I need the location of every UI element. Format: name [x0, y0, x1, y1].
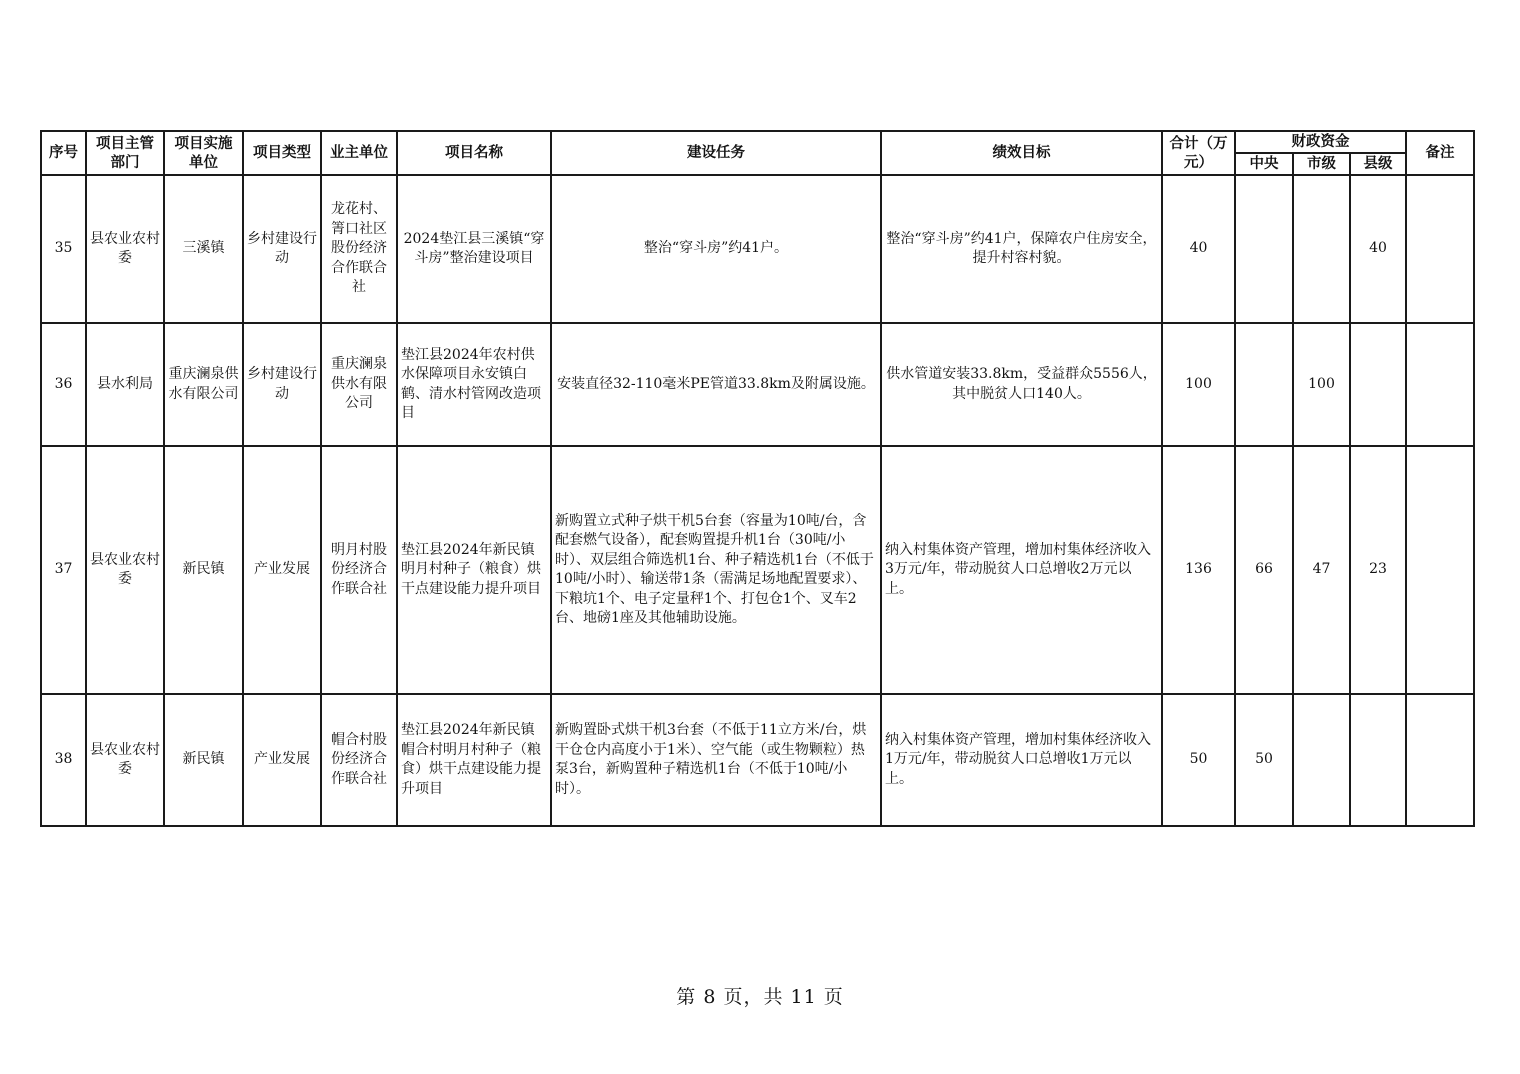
cell-impl: 重庆澜泉供水有限公司 — [164, 323, 243, 446]
header-seq: 序号 — [41, 131, 86, 175]
cell-goal: 纳入村集体资产管理，增加村集体经济收入1万元/年，带动脱贫人口总增收1万元以上。 — [881, 694, 1162, 826]
cell-seq: 35 — [41, 175, 86, 323]
cell-remark — [1406, 446, 1474, 694]
cell-central: 50 — [1235, 694, 1293, 826]
cell-name: 2024垫江县三溪镇“穿斗房”整治建设项目 — [397, 175, 551, 323]
table-row — [41, 694, 1474, 826]
cell-seq: 37 — [41, 446, 86, 694]
header-impl: 项目实施单位 — [164, 131, 243, 175]
header-task: 建设任务 — [551, 131, 881, 175]
cell-goal: 供水管道安装33.8km，受益群众5556人，其中脱贫人口140人。 — [881, 323, 1162, 446]
cell-remark — [1406, 323, 1474, 446]
cell-city — [1293, 694, 1350, 826]
cell-owner: 重庆澜泉供水有限公司 — [321, 323, 397, 446]
cell-task: 整治“穿斗房”约41户。 — [551, 175, 881, 323]
header-type: 项目类型 — [243, 131, 321, 175]
cell-name: 垫江县2024年新民镇帽合村明月村种子（粮食）烘干点建设能力提升项目 — [397, 694, 551, 826]
cell-county — [1350, 694, 1406, 826]
table-row — [41, 323, 1474, 446]
header-central: 中央 — [1235, 153, 1293, 175]
cell-total: 136 — [1162, 446, 1235, 694]
cell-central: 66 — [1235, 446, 1293, 694]
project-table — [40, 130, 1475, 827]
header-total: 合计（万元） — [1162, 131, 1235, 175]
header-goal: 绩效目标 — [881, 131, 1162, 175]
cell-goal: 整治“穿斗房”约41户，保障农户住房安全，提升村容村貌。 — [881, 175, 1162, 323]
header-owner: 业主单位 — [321, 131, 397, 175]
header-county: 县级 — [1350, 153, 1406, 175]
cell-city: 100 — [1293, 323, 1350, 446]
header-remark: 备注 — [1406, 131, 1474, 175]
cell-type: 乡村建设行动 — [243, 175, 321, 323]
cell-type: 产业发展 — [243, 694, 321, 826]
cell-seq: 36 — [41, 323, 86, 446]
cell-task: 安装直径32-110毫米PE管道33.8km及附属设施。 — [551, 323, 881, 446]
header-funds: 财政资金 — [1235, 131, 1406, 153]
cell-city: 47 — [1293, 446, 1350, 694]
page-footer: 第 8 页，共 11 页 — [676, 986, 844, 1008]
cell-county: 23 — [1350, 446, 1406, 694]
header-dept: 项目主管部门 — [86, 131, 164, 175]
cell-central — [1235, 323, 1293, 446]
cell-owner: 明月村股份经济合作联合社 — [321, 446, 397, 694]
cell-county: 40 — [1350, 175, 1406, 323]
cell-owner: 帽合村股份经济合作联合社 — [321, 694, 397, 826]
cell-type: 乡村建设行动 — [243, 323, 321, 446]
cell-impl: 新民镇 — [164, 694, 243, 826]
cell-total: 40 — [1162, 175, 1235, 323]
cell-central — [1235, 175, 1293, 323]
table-row — [41, 175, 1474, 323]
cell-dept: 县农业农村委 — [86, 446, 164, 694]
cell-name: 垫江县2024年新民镇明月村种子（粮食）烘干点建设能力提升项目 — [397, 446, 551, 694]
cell-remark — [1406, 694, 1474, 826]
cell-task: 新购置卧式烘干机3台套（不低于11立方米/台，烘干仓仓内高度小于1米）、空气能（或生物颗粒）热泵3台，新购置种子精选机1台（不低于10吨/小时）。 — [551, 694, 881, 826]
cell-dept: 县水利局 — [86, 323, 164, 446]
header-city: 市级 — [1293, 153, 1350, 175]
cell-remark — [1406, 175, 1474, 323]
cell-type: 产业发展 — [243, 446, 321, 694]
cell-goal: 纳入村集体资产管理，增加村集体经济收入3万元/年，带动脱贫人口总增收2万元以上。 — [881, 446, 1162, 694]
header-name: 项目名称 — [397, 131, 551, 175]
cell-owner: 龙花村、箐口社区股份经济合作联合社 — [321, 175, 397, 323]
cell-name: 垫江县2024年农村供水保障项目永安镇白鹤、清水村管网改造项目 — [397, 323, 551, 446]
cell-dept: 县农业农村委 — [86, 175, 164, 323]
cell-city — [1293, 175, 1350, 323]
cell-task: 新购置立式种子烘干机5台套（容量为10吨/台，含配套燃气设备），配套购置提升机1台（30吨/小时）、双层组合筛选机1台、种子精选机1台（不低于10吨/小时）、输送带1条（需满足场地配置要求）、下粮坑1个、电子定量秤1个、打包仓1个、叉车2台、地磅1座及其他辅助设施。 — [551, 446, 881, 694]
cell-seq: 38 — [41, 694, 86, 826]
cell-total: 50 — [1162, 694, 1235, 826]
cell-dept: 县农业农村委 — [86, 694, 164, 826]
cell-county — [1350, 323, 1406, 446]
table-row — [41, 446, 1474, 694]
cell-total: 100 — [1162, 323, 1235, 446]
cell-impl: 新民镇 — [164, 446, 243, 694]
cell-impl: 三溪镇 — [164, 175, 243, 323]
